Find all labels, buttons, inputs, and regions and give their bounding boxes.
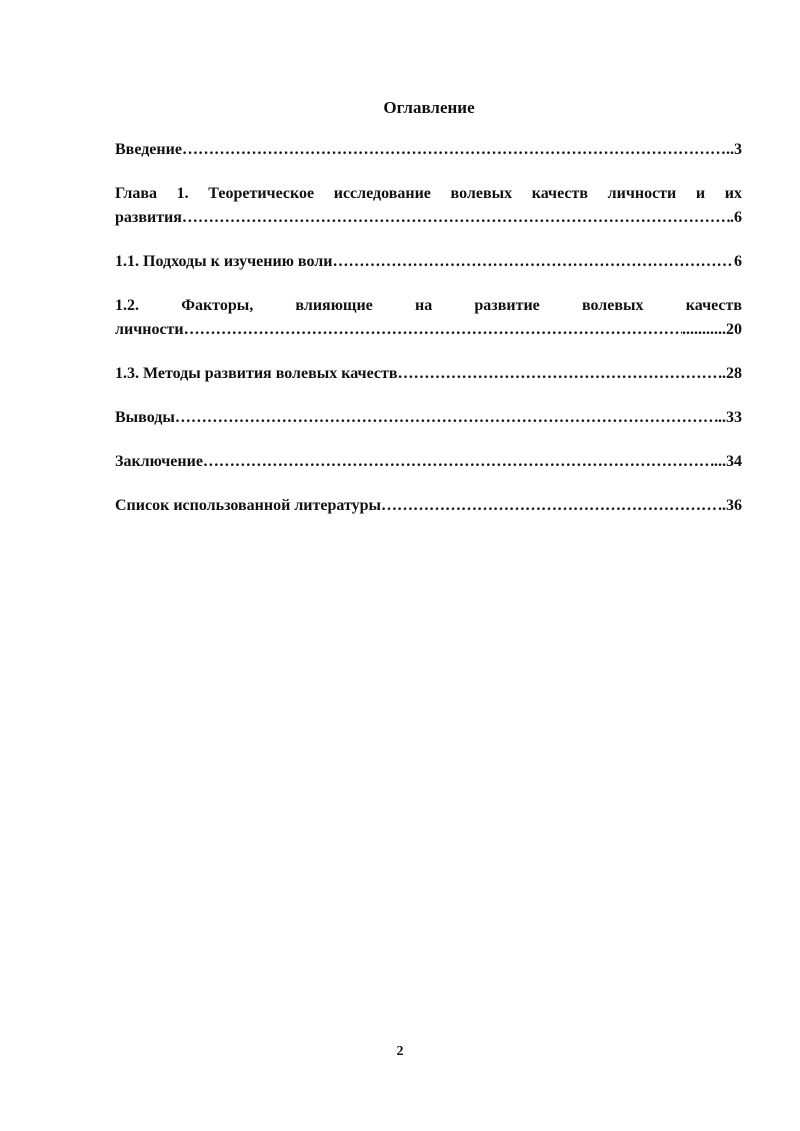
toc-entry-page: 34	[726, 453, 742, 470]
toc-entry-dots-end: .	[722, 365, 726, 382]
toc-entry-conclusions	[115, 406, 742, 430]
toc-entry-label-line1: 1.2. Факторы, влияющие на развитие волевых качеств	[115, 297, 742, 314]
leader-dots	[184, 318, 682, 342]
toc-entry-label: 1.3. Методы развития волевых качеств	[115, 365, 398, 382]
toc-entry-label: личности	[115, 321, 184, 338]
toc-entry-label: развития	[115, 209, 182, 226]
toc-entry-page: 6	[734, 209, 742, 226]
leader-dots	[175, 406, 718, 430]
leader-dots	[332, 250, 734, 274]
toc-entry-page: 20	[726, 321, 742, 338]
toc-entry-label: Выводы	[115, 409, 175, 426]
toc-entry-introduction	[115, 138, 742, 162]
toc-entry-label: Заключение	[115, 453, 203, 470]
toc-entry-summary	[115, 450, 742, 474]
toc-entry-references	[115, 494, 742, 518]
leader-dots	[182, 138, 726, 162]
toc-entry-label: Введение	[115, 141, 182, 158]
toc-title: Оглавление	[383, 98, 475, 117]
page-number: 2	[396, 1044, 404, 1059]
toc-entry-page: 33	[726, 409, 742, 426]
toc-entry-1-1	[115, 250, 742, 274]
toc-entry-1-2	[115, 294, 742, 342]
toc-entry-page: 36	[726, 497, 742, 514]
toc-entry-dots-end: ...	[714, 453, 726, 470]
toc-entry-dots-end: .	[730, 209, 734, 226]
toc-entry-page: 3	[734, 141, 742, 158]
toc-entry-dots-end: ..	[718, 497, 726, 514]
toc-entry-chapter-1	[115, 182, 742, 230]
leader-dots	[397, 362, 722, 386]
toc-entry-dots-end: ..	[726, 141, 734, 158]
toc-entry-page: 28	[726, 365, 742, 382]
toc-entry-label-line1: Глава 1. Теоретическое исследование волевых качеств личности и их	[115, 185, 742, 202]
toc-entry-page: 6	[734, 253, 742, 270]
toc-entry-label: Список использованной литературы	[115, 497, 381, 514]
toc-entry-dots-end: ...........	[682, 321, 726, 338]
toc-entry-label: 1.1. Подходы к изучению воли	[115, 253, 333, 270]
leader-dots	[381, 494, 718, 518]
leader-dots	[182, 206, 730, 230]
toc-entry-dots-end: ..	[718, 409, 726, 426]
toc-entry-1-3	[115, 362, 742, 386]
leader-dots	[203, 450, 714, 474]
